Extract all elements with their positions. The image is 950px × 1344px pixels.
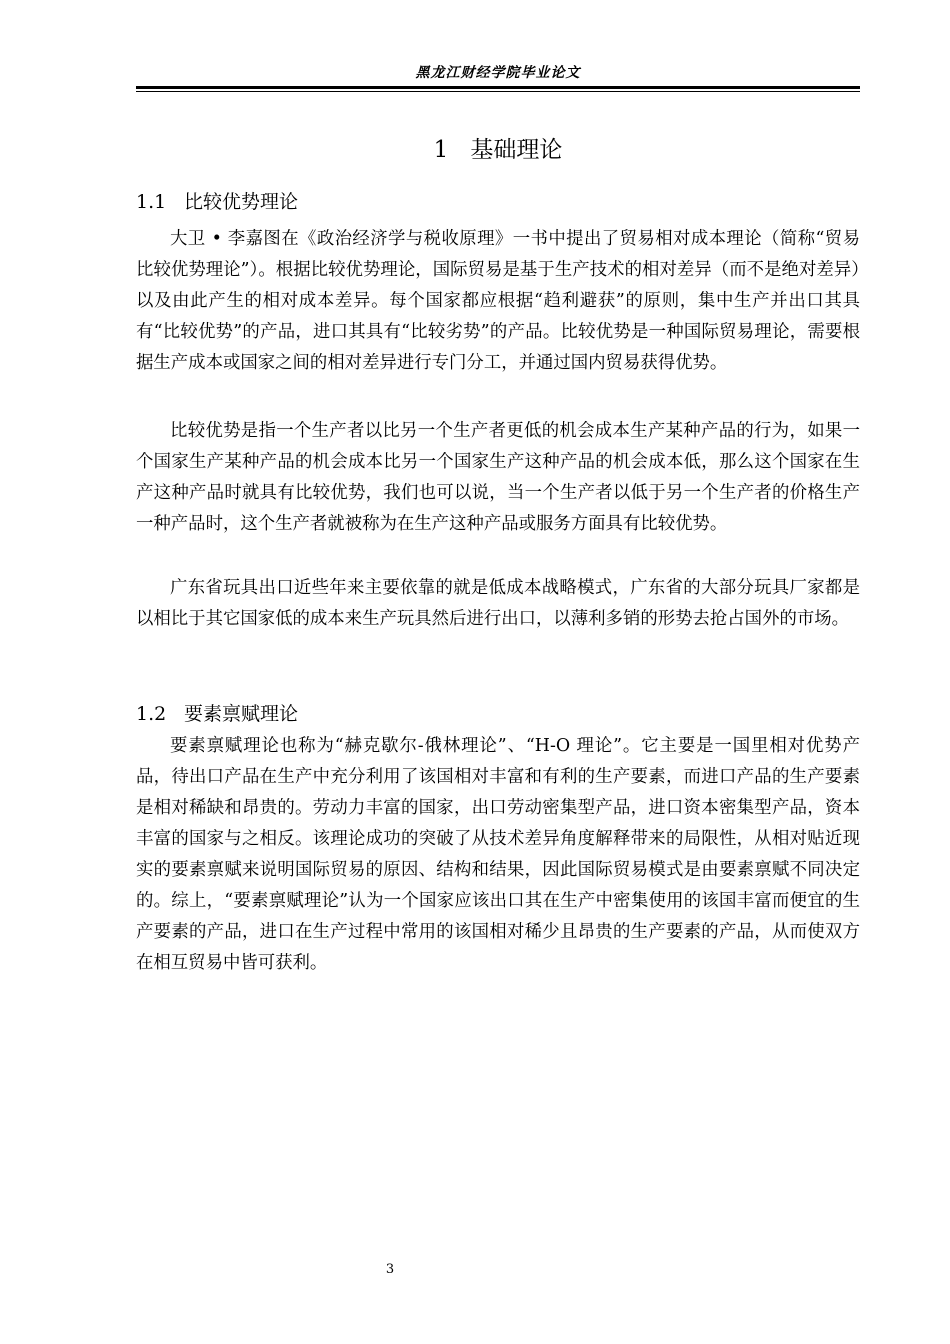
paragraph: 大卫 • 李嘉图在《政治经济学与税收原理》一书中提出了贸易相对成本理论（简称“贸易比较优势理论”）。根据比较优势理论，国际贸易是基于生产技术的相对差异（而不是绝对差异）以及由此产生的相对成本差异。每个国家都应根据“趋利避获”的原则，集中生产并出口其具有“比较优势”的产品，进口其具有“比较劣势”的产品。比较优势是一种国际贸易理论，需要根据生产成本或国家之间的相对差异进行专门分工，并通过国内贸易获得优势。 xyxy=(136,229,860,373)
page-number: 3 xyxy=(385,1262,395,1277)
chapter-title-text: 基础理论 xyxy=(470,137,563,163)
section-number: 1.2 xyxy=(136,703,167,725)
section-title-text: 要素禀赋理论 xyxy=(184,703,299,725)
paragraph: 要素禀赋理论也称为“赫克歇尔-俄林理论”、“H-O 理论”。它主要是一国里相对优势产品，待出口产品在生产中充分利用了该国相对丰富和有利的生产要素，而进口产品的生产要素是相对稀缺和昂贵的。劳动力丰富的国家，出口劳动密集型产品，进口资本密集型产品，资本丰富的国家与之相反。该理论成功的突破了从技术差异角度解释带来的局限性，从相对贴近现实的要素禀赋来说明国际贸易的原因、结构和结果，因此国际贸易模式是由要素禀赋不同决定的。综上，“要素禀赋理论”认为一个国家应该出口其在生产中密集使用的该国丰富而便宜的生产要素的产品，进口在生产过程中常用的该国相对稀少且昂贵的生产要素的产品，从而使双方在相互贸易中皆可获利。 xyxy=(136,736,860,973)
section-heading-1-2 xyxy=(136,700,298,728)
chapter-number: 1 xyxy=(433,137,449,163)
running-header: 黑龙江财经学院毕业论文 xyxy=(415,65,581,81)
paragraph: 广东省玩具出口近些年来主要依靠的就是低成本战略模式，广东省的大部分玩具厂家都是以相比于其它国家低的成本来生产玩具然后进行出口，以薄利多销的形势去抢占国外的市场。 xyxy=(136,578,860,629)
section-heading-1-1 xyxy=(136,188,298,216)
section-number: 1.1 xyxy=(136,191,167,213)
paragraph: 比较优势是指一个生产者以比另一个生产者更低的机会成本生产某种产品的行为，如果一个国家生产某种产品的机会成本比另一个国家生产这种产品的机会成本低，那么这个国家在生产这种产品时就具有比较优势，我们也可以说，当一个生产者以低于另一个生产者的价格生产一种产品时，这个生产者就被称为在生产这种产品或服务方面具有比较优势。 xyxy=(136,421,860,534)
chapter-title xyxy=(136,134,860,166)
header-rule-thick xyxy=(136,86,860,89)
section-title-text: 比较优势理论 xyxy=(184,191,299,213)
header-rule-thin xyxy=(136,91,860,92)
